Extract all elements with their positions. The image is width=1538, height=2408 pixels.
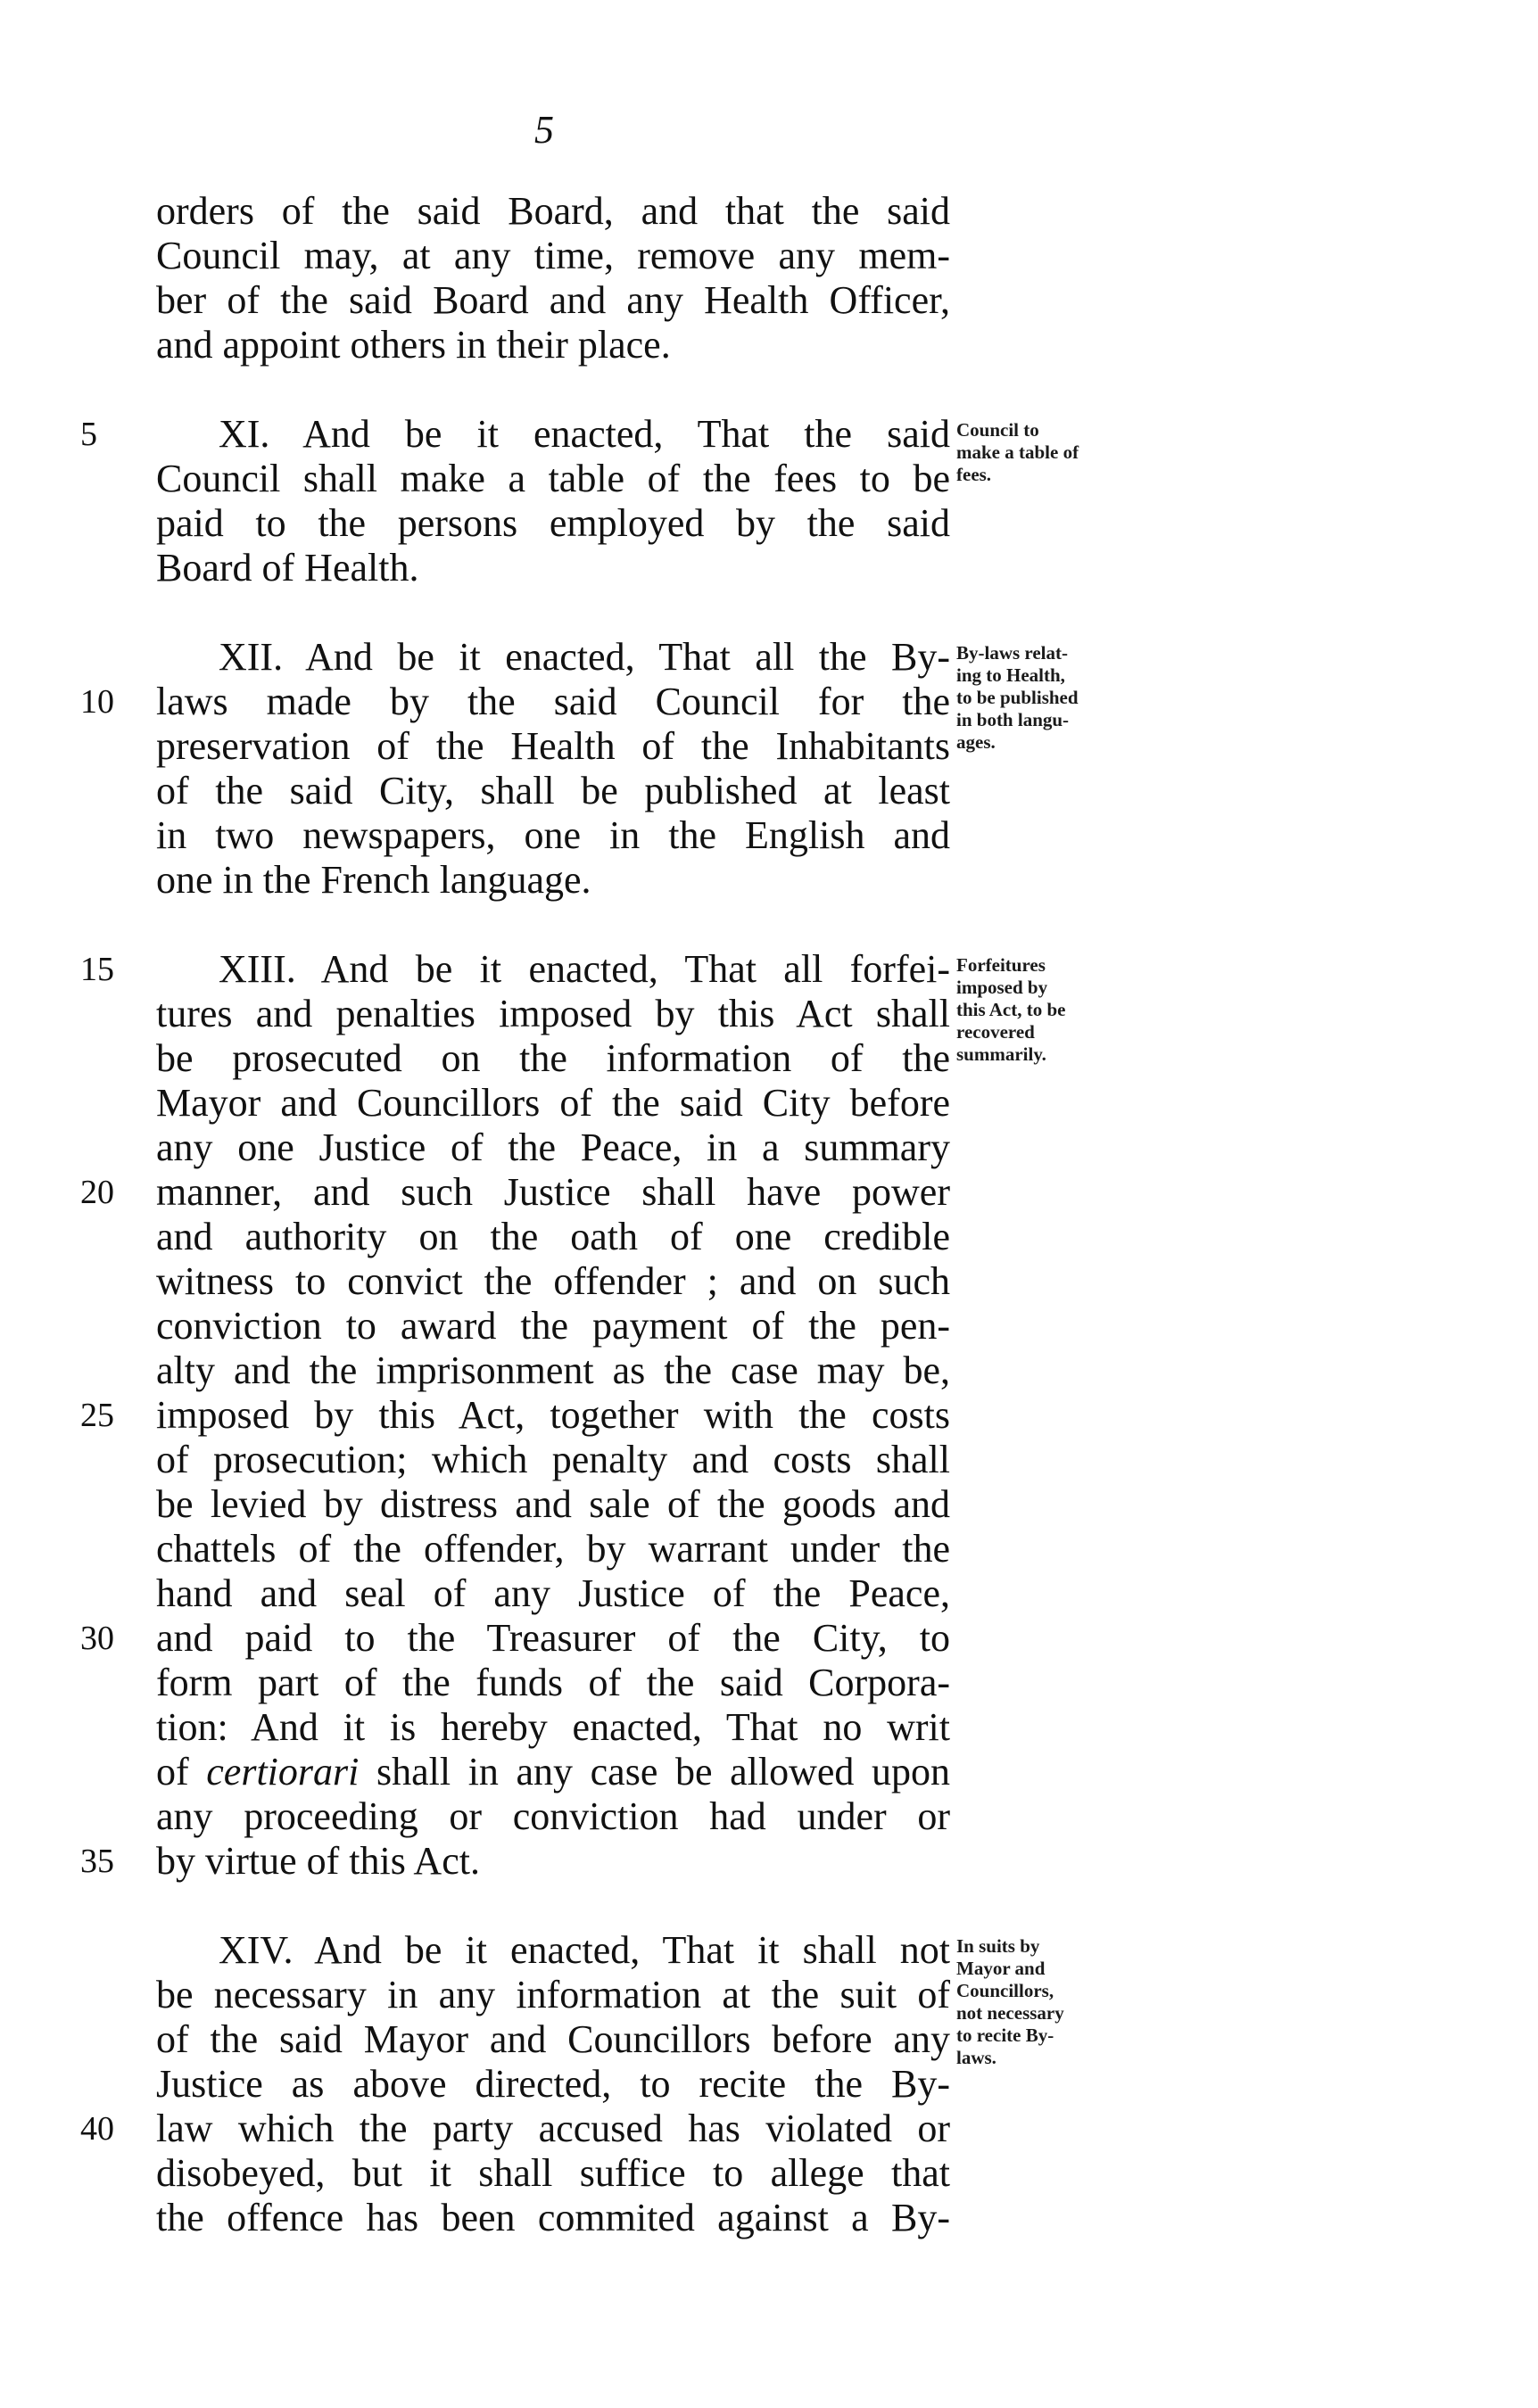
text-line: of the said Mayor and Councillors before any: [156, 2017, 950, 2061]
text-line: the offence has been commited against a By-: [156, 2196, 950, 2239]
text-line: Mayor and Councillors of the said City before: [156, 1081, 950, 1125]
text-line: by virtue of this Act.: [156, 1839, 480, 1883]
text-line: imposed by this Act, together with the costs: [156, 1393, 950, 1437]
note-line: Mayor and: [956, 1958, 1046, 1979]
text-line: Justice as above directed, to recite the By-: [156, 2062, 950, 2106]
text-line: conviction to award the payment of the pen-: [156, 1304, 950, 1348]
note-line: recovered: [956, 1021, 1035, 1043]
text-line: witness to convict the offender ; and on such: [156, 1259, 950, 1303]
text-line: ber of the said Board and any Health Officer,: [156, 278, 950, 322]
line-number: 20: [80, 1174, 114, 1211]
text-line: and authority on the oath of one credible: [156, 1215, 950, 1258]
note-line: Councillors,: [956, 1980, 1054, 2001]
note-line: to be published: [956, 687, 1079, 708]
text-line: Board of Health.: [156, 546, 419, 590]
note-line: in both langu-: [956, 709, 1070, 730]
text-line: XIII. And be it enacted, That all forfei-: [219, 947, 950, 991]
note-line: not necessary: [956, 2002, 1064, 2024]
line-number: 40: [80, 2110, 114, 2148]
line-number: 10: [80, 683, 114, 721]
text-line: of certiorari shall in any case be allowed upon: [156, 1750, 950, 1794]
text-line: of the said City, shall be published at least: [156, 769, 950, 812]
note-line: fees.: [956, 464, 992, 485]
text-line: XI. And be it enacted, That the said: [219, 412, 950, 456]
text-line: XII. And be it enacted, That all the By-: [219, 635, 950, 679]
text-line: laws made by the said Council for the: [156, 680, 950, 723]
text-line: chattels of the offender, by warrant under the: [156, 1527, 950, 1571]
note-line: By-laws relat-: [956, 642, 1069, 664]
note-line: ages.: [956, 731, 996, 753]
text-line: Council shall make a table of the fees to be: [156, 457, 950, 500]
text-line: Council may, at any time, remove any mem-: [156, 234, 950, 277]
text-line: be levied by distress and sale of the goods and: [156, 1482, 950, 1526]
line-number: 30: [80, 1620, 114, 1657]
note-line: In suits by: [956, 1935, 1040, 1957]
text-line: any proceeding or conviction had under or: [156, 1794, 950, 1838]
note-line: ing to Health,: [956, 664, 1065, 686]
note-line: make a table of: [956, 441, 1079, 463]
margin-note-xii: [956, 642, 1162, 754]
text-line: alty and the imprisonment as the case may be,: [156, 1348, 950, 1392]
note-line: summarily.: [956, 1043, 1046, 1065]
note-line: to recite By-: [956, 2025, 1054, 2046]
note-line: imposed by: [956, 977, 1048, 998]
text-line: preservation of the Health of the Inhabitants: [156, 724, 950, 768]
text-line: orders of the said Board, and that the said: [156, 189, 950, 233]
text-line: be necessary in any information at the suit of: [156, 1973, 950, 2016]
text-line: law which the party accused has violated or: [156, 2107, 950, 2150]
note-line: Forfeitures: [956, 954, 1046, 976]
text-line: form part of the funds of the said Corpora-: [156, 1661, 950, 1704]
text-line: of prosecution; which penalty and costs shall: [156, 1438, 950, 1481]
note-line: laws.: [956, 2047, 996, 2068]
text-line: XIV. And be it enacted, That it shall not: [219, 1928, 950, 1972]
text-line: tion: And it is hereby enacted, That no writ: [156, 1705, 950, 1749]
margin-note-xi: [956, 419, 1162, 486]
text-line: hand and seal of any Justice of the Peace,: [156, 1571, 950, 1615]
margin-note-xiii: [956, 954, 1162, 1066]
line-number: 15: [80, 951, 114, 988]
text-line: in two newspapers, one in the English and: [156, 813, 950, 857]
text-line: manner, and such Justice shall have power: [156, 1170, 950, 1214]
text-line: any one Justice of the Peace, in a summary: [156, 1126, 950, 1169]
note-line: Council to: [956, 419, 1039, 441]
text-line: tures and penalties imposed by this Act shall: [156, 992, 950, 1035]
note-line: this Act, to be: [956, 999, 1066, 1020]
text-line: and appoint others in their place.: [156, 323, 671, 367]
line-number: 5: [80, 416, 97, 453]
text-line: one in the French language.: [156, 858, 591, 902]
text-line: disobeyed, but it shall suffice to allege that: [156, 2151, 950, 2195]
text-line: be prosecuted on the information of the: [156, 1036, 950, 1080]
line-number: 35: [80, 1843, 114, 1880]
text-line: and paid to the Treasurer of the City, to: [156, 1616, 950, 1660]
margin-note-xiv: [956, 1935, 1162, 2069]
line-number: 25: [80, 1397, 114, 1434]
page-number: 5: [534, 108, 554, 152]
text-line: paid to the persons employed by the said: [156, 501, 950, 545]
